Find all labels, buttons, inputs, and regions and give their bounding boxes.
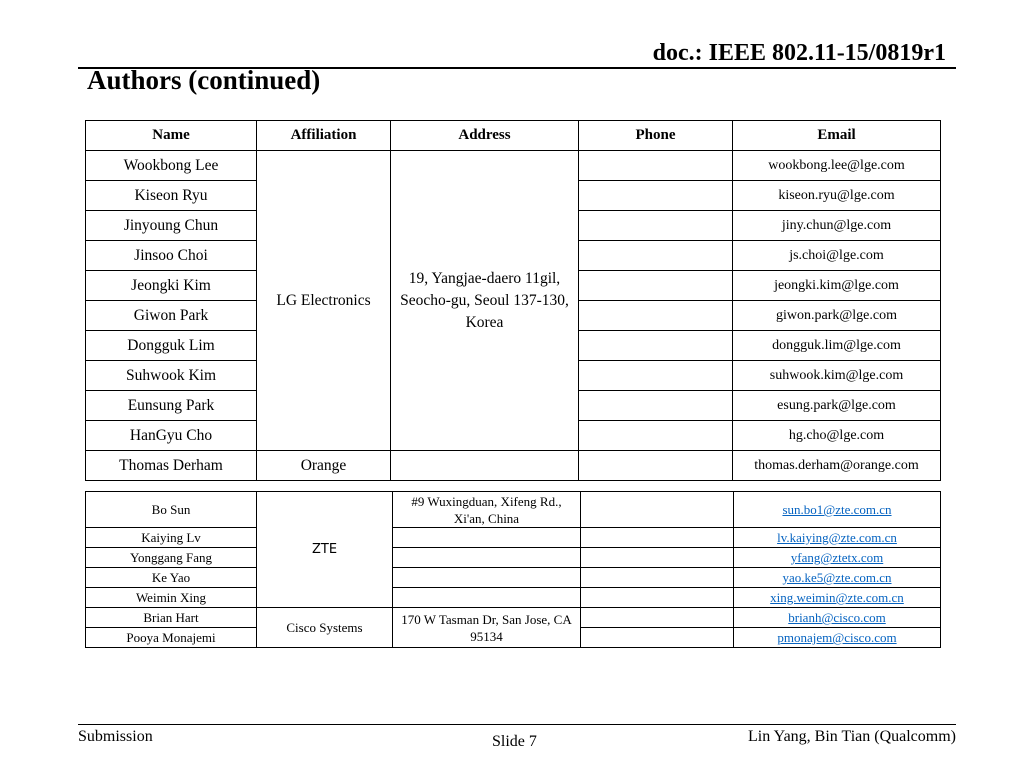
phone-cell xyxy=(581,608,734,628)
author-email: suhwook.kim@lge.com xyxy=(733,361,941,391)
author-email: giwon.park@lge.com xyxy=(733,301,941,331)
column-header-phone: Phone xyxy=(579,121,733,151)
author-name: Eunsung Park xyxy=(86,391,257,421)
footer-authors: Lin Yang, Bin Tian (Qualcomm) xyxy=(747,728,956,745)
author-name: Jeongki Kim xyxy=(86,271,257,301)
phone-cell xyxy=(579,331,733,361)
author-name: Jinyoung Chun xyxy=(86,211,257,241)
address-cell xyxy=(393,548,581,568)
table-row xyxy=(86,568,941,588)
phone-cell xyxy=(579,361,733,391)
affiliation-cell: ZTE xyxy=(257,492,393,608)
phone-cell xyxy=(581,492,734,528)
author-email: jeongki.kim@lge.com xyxy=(733,271,941,301)
author-name: Giwon Park xyxy=(86,301,257,331)
table-row xyxy=(86,451,941,481)
author-email: dongguk.lim@lge.com xyxy=(733,331,941,361)
authors-table-zte-cisco xyxy=(85,491,941,648)
phone-cell xyxy=(579,211,733,241)
author-name: Jinsoo Choi xyxy=(86,241,257,271)
table-row xyxy=(86,528,941,548)
phone-cell xyxy=(581,568,734,588)
author-email-link[interactable]: sun.bo1@zte.com.cn xyxy=(734,492,941,528)
column-header-name: Name xyxy=(86,121,257,151)
author-name: Ke Yao xyxy=(86,568,257,588)
phone-cell xyxy=(579,271,733,301)
table-row xyxy=(86,548,941,568)
column-header-affiliation: Affiliation xyxy=(257,121,391,151)
author-name: Bo Sun xyxy=(86,492,257,528)
author-email: hg.cho@lge.com xyxy=(733,421,941,451)
address-cell xyxy=(391,451,579,481)
author-name: Yonggang Fang xyxy=(86,548,257,568)
address-cell: 170 W Tasman Dr, San Jose, CA 95134 xyxy=(393,608,581,648)
footer-submission: Submission xyxy=(78,728,153,745)
table-row xyxy=(86,608,941,628)
column-header-address: Address xyxy=(391,121,579,151)
author-email-link[interactable]: yfang@ztetx.com xyxy=(734,548,941,568)
table-header-row xyxy=(86,121,941,151)
phone-cell xyxy=(579,451,733,481)
author-email: thomas.derham@orange.com xyxy=(733,451,941,481)
author-email: js.choi@lge.com xyxy=(733,241,941,271)
table-row xyxy=(86,151,941,181)
phone-cell xyxy=(581,588,734,608)
author-name: Thomas Derham xyxy=(86,451,257,481)
address-cell xyxy=(393,568,581,588)
author-email: wookbong.lee@lge.com xyxy=(733,151,941,181)
author-name: Kiseon Ryu xyxy=(86,181,257,211)
address-cell: #9 Wuxingduan, Xifeng Rd., Xi'an, China xyxy=(393,492,581,528)
address-cell: 19, Yangjae-daero 11gil, Seocho-gu, Seoul 137-130, Korea xyxy=(391,151,579,451)
author-name: Dongguk Lim xyxy=(86,331,257,361)
author-email-link[interactable]: pmonajem@cisco.com xyxy=(734,628,941,648)
phone-cell xyxy=(579,181,733,211)
author-name: Kaiying Lv xyxy=(86,528,257,548)
author-name: Brian Hart xyxy=(86,608,257,628)
author-name: Suhwook Kim xyxy=(86,361,257,391)
slide-number: Slide 7 xyxy=(492,733,537,750)
phone-cell xyxy=(579,301,733,331)
phone-cell xyxy=(579,421,733,451)
author-email-link[interactable]: xing.weimin@zte.com.cn xyxy=(734,588,941,608)
author-name: Weimin Xing xyxy=(86,588,257,608)
address-cell xyxy=(393,588,581,608)
footer-divider xyxy=(78,724,956,725)
author-email-link[interactable]: lv.kaiying@zte.com.cn xyxy=(734,528,941,548)
affiliation-cell: Orange xyxy=(257,451,391,481)
author-email: kiseon.ryu@lge.com xyxy=(733,181,941,211)
slide-title: Authors (continued) xyxy=(87,65,321,95)
phone-cell xyxy=(579,151,733,181)
author-email-link[interactable]: yao.ke5@zte.com.cn xyxy=(734,568,941,588)
phone-cell xyxy=(579,391,733,421)
address-cell xyxy=(393,528,581,548)
author-name: HanGyu Cho xyxy=(86,421,257,451)
author-email-link[interactable]: brianh@cisco.com xyxy=(734,608,941,628)
phone-cell xyxy=(581,628,734,648)
column-header-email: Email xyxy=(733,121,941,151)
affiliation-cell: LG Electronics xyxy=(257,151,391,451)
table-row xyxy=(86,492,941,528)
phone-cell xyxy=(579,241,733,271)
phone-cell xyxy=(581,548,734,568)
document-id: doc.: IEEE 802.11-15/0819r1 xyxy=(652,40,946,66)
affiliation-cell: Cisco Systems xyxy=(257,608,393,648)
author-name: Wookbong Lee xyxy=(86,151,257,181)
table-row xyxy=(86,588,941,608)
phone-cell xyxy=(581,528,734,548)
author-email: esung.park@lge.com xyxy=(733,391,941,421)
authors-table-lg xyxy=(85,120,941,481)
author-name: Pooya Monajemi xyxy=(86,628,257,648)
author-email: jiny.chun@lge.com xyxy=(733,211,941,241)
